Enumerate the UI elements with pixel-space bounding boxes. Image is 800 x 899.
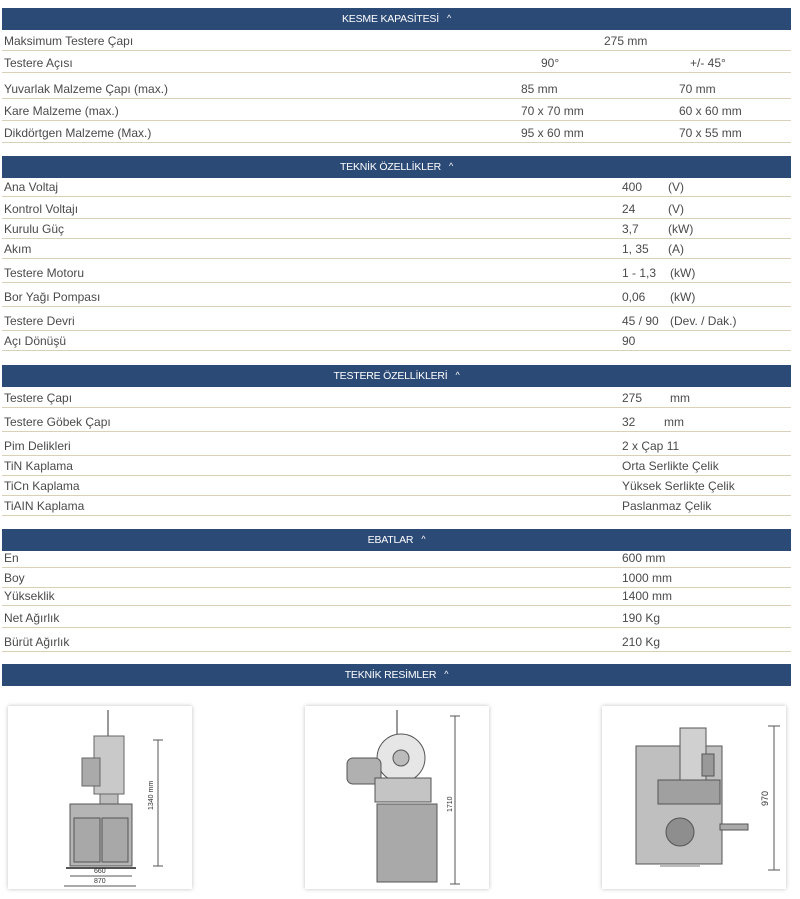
table-row bbox=[2, 258, 791, 283]
row-label: Bürüt Ağırlık bbox=[4, 635, 70, 649]
dimension-label: 660 bbox=[94, 868, 106, 875]
row-label: TiAIN Kaplama bbox=[4, 499, 85, 513]
row-value: 24 bbox=[622, 202, 636, 216]
row-label: TiCn Kaplama bbox=[4, 479, 80, 493]
table-row bbox=[2, 98, 791, 121]
row-value: 0,06 bbox=[622, 290, 646, 304]
row-label: Net Ağırlık bbox=[4, 611, 60, 625]
section-title: TEKNİK RESİMLER bbox=[344, 669, 437, 681]
row-label: Testere Motoru bbox=[4, 266, 85, 280]
table-row bbox=[2, 72, 791, 99]
table-row bbox=[2, 218, 791, 239]
table-row bbox=[2, 475, 791, 496]
row-label: Kontrol Voltajı bbox=[4, 202, 79, 216]
table-row bbox=[2, 50, 791, 73]
table-row bbox=[2, 495, 791, 516]
row-label: Kare Malzeme (max.) bbox=[4, 104, 119, 118]
technical-drawing-side[interactable] bbox=[305, 706, 489, 889]
row-label: Testere Devri bbox=[4, 314, 75, 328]
table-row bbox=[2, 238, 791, 259]
row-value: Yüksek Serlikte Çelik bbox=[622, 479, 735, 493]
section-header-testere-ozellikleri[interactable] bbox=[2, 365, 791, 387]
row-unit: (Dev. / Dak.) bbox=[670, 314, 737, 328]
table-row bbox=[2, 330, 791, 351]
row-label: En bbox=[4, 551, 19, 565]
row-value: 1000 mm bbox=[622, 571, 673, 585]
chevron-up-icon: ^ bbox=[444, 669, 449, 679]
machine-side-view-drawing bbox=[305, 706, 489, 889]
row-value-2: 60 x 60 mm bbox=[679, 104, 742, 118]
row-label: Testere Göbek Çapı bbox=[4, 415, 111, 429]
row-value-2: 70 x 55 mm bbox=[679, 126, 742, 140]
machine-front-view-drawing bbox=[8, 706, 192, 889]
row-value: 1400 mm bbox=[622, 589, 673, 603]
table-row bbox=[2, 431, 791, 456]
table-row bbox=[2, 306, 791, 331]
technical-drawing-top[interactable] bbox=[602, 706, 786, 889]
table-row bbox=[2, 282, 791, 307]
row-value: 95 x 60 mm bbox=[521, 126, 584, 140]
table-row bbox=[2, 567, 791, 588]
table-row bbox=[2, 30, 791, 51]
row-unit: (A) bbox=[668, 242, 684, 256]
section-title: KESME KAPASİTESİ bbox=[341, 13, 439, 25]
row-unit: (kW) bbox=[670, 290, 696, 304]
row-label: Pim Delikleri bbox=[4, 439, 71, 453]
row-label: Yükseklik bbox=[4, 589, 55, 603]
row-value: 1 - 1,3 bbox=[622, 266, 657, 280]
table-row bbox=[2, 551, 791, 568]
technical-drawing-front[interactable] bbox=[8, 706, 192, 889]
table-row bbox=[2, 407, 791, 432]
table-row bbox=[2, 120, 791, 143]
dimension-label: 1710 bbox=[447, 796, 454, 812]
table-row bbox=[2, 196, 791, 219]
dimension-label: 970 bbox=[760, 790, 770, 806]
table-row bbox=[2, 387, 791, 408]
row-value: 3,7 bbox=[622, 222, 639, 236]
row-label: Testere Açısı bbox=[4, 56, 73, 70]
table-row bbox=[2, 178, 791, 197]
dimension-label: 1340 mm bbox=[148, 780, 155, 810]
row-value: 275 bbox=[622, 391, 643, 405]
row-label: Akım bbox=[4, 242, 32, 256]
chevron-up-icon: ^ bbox=[421, 534, 426, 544]
row-unit: (kW) bbox=[668, 222, 694, 236]
row-value: 90° bbox=[541, 56, 560, 70]
section-header-teknik-resimler[interactable] bbox=[2, 664, 791, 686]
row-value: 210 Kg bbox=[622, 635, 661, 649]
row-value: 32 bbox=[622, 415, 636, 429]
row-value: 1, 35 bbox=[622, 242, 649, 256]
section-header-ebatlar[interactable] bbox=[2, 529, 791, 551]
dimension-label: 870 bbox=[94, 878, 106, 885]
row-unit: (kW) bbox=[670, 266, 696, 280]
chevron-up-icon: ^ bbox=[449, 161, 454, 171]
row-unit: mm bbox=[664, 415, 684, 429]
table-row bbox=[2, 587, 791, 606]
row-label: Maksimum Testere Çapı bbox=[4, 34, 134, 48]
row-value: 90 bbox=[622, 334, 636, 348]
row-unit: mm bbox=[670, 391, 690, 405]
section-title: EBATLAR bbox=[367, 534, 414, 546]
machine-top-view-drawing bbox=[602, 706, 786, 889]
row-value: 85 mm bbox=[521, 82, 558, 96]
row-value: 600 mm bbox=[622, 551, 666, 565]
row-value: 190 Kg bbox=[622, 611, 661, 625]
row-value: 400 bbox=[622, 180, 643, 194]
section-header-teknik-ozellikler[interactable] bbox=[2, 156, 791, 178]
row-label: Kurulu Güç bbox=[4, 222, 65, 236]
section-title: TEKNİK ÖZELLİKLER bbox=[339, 161, 442, 173]
table-row bbox=[2, 455, 791, 476]
table-row bbox=[2, 627, 791, 652]
row-value: 70 x 70 mm bbox=[521, 104, 584, 118]
row-label: Açı Dönüşü bbox=[4, 334, 67, 348]
row-value: Paslanmaz Çelik bbox=[622, 499, 712, 513]
row-label: Ana Voltaj bbox=[4, 180, 59, 194]
section-title: TESTERE ÖZELLİKLERİ bbox=[333, 370, 448, 382]
row-value: Orta Serlikte Çelik bbox=[622, 459, 719, 473]
row-label: Testere Çapı bbox=[4, 391, 73, 405]
row-unit: (V) bbox=[668, 202, 684, 216]
chevron-up-icon: ^ bbox=[455, 370, 460, 380]
row-label: Boy bbox=[4, 571, 25, 585]
chevron-up-icon: ^ bbox=[446, 13, 451, 23]
row-label: Yuvarlak Malzeme Çapı (max.) bbox=[4, 82, 169, 96]
row-value: 2 x Çap 11 bbox=[622, 439, 680, 453]
row-value-2: 70 mm bbox=[679, 82, 716, 96]
row-value: 45 / 90 bbox=[622, 314, 659, 328]
row-label: TiN Kaplama bbox=[4, 459, 73, 473]
row-value: 275 mm bbox=[604, 34, 648, 48]
table-row bbox=[2, 605, 791, 628]
row-value-2: +/- 45° bbox=[690, 56, 726, 70]
row-unit: (V) bbox=[668, 180, 684, 194]
row-label: Dikdörtgen Malzeme (Max.) bbox=[4, 126, 152, 140]
section-header-kesme-kapasitesi[interactable] bbox=[2, 8, 791, 30]
row-label: Bor Yağı Pompası bbox=[4, 290, 101, 304]
